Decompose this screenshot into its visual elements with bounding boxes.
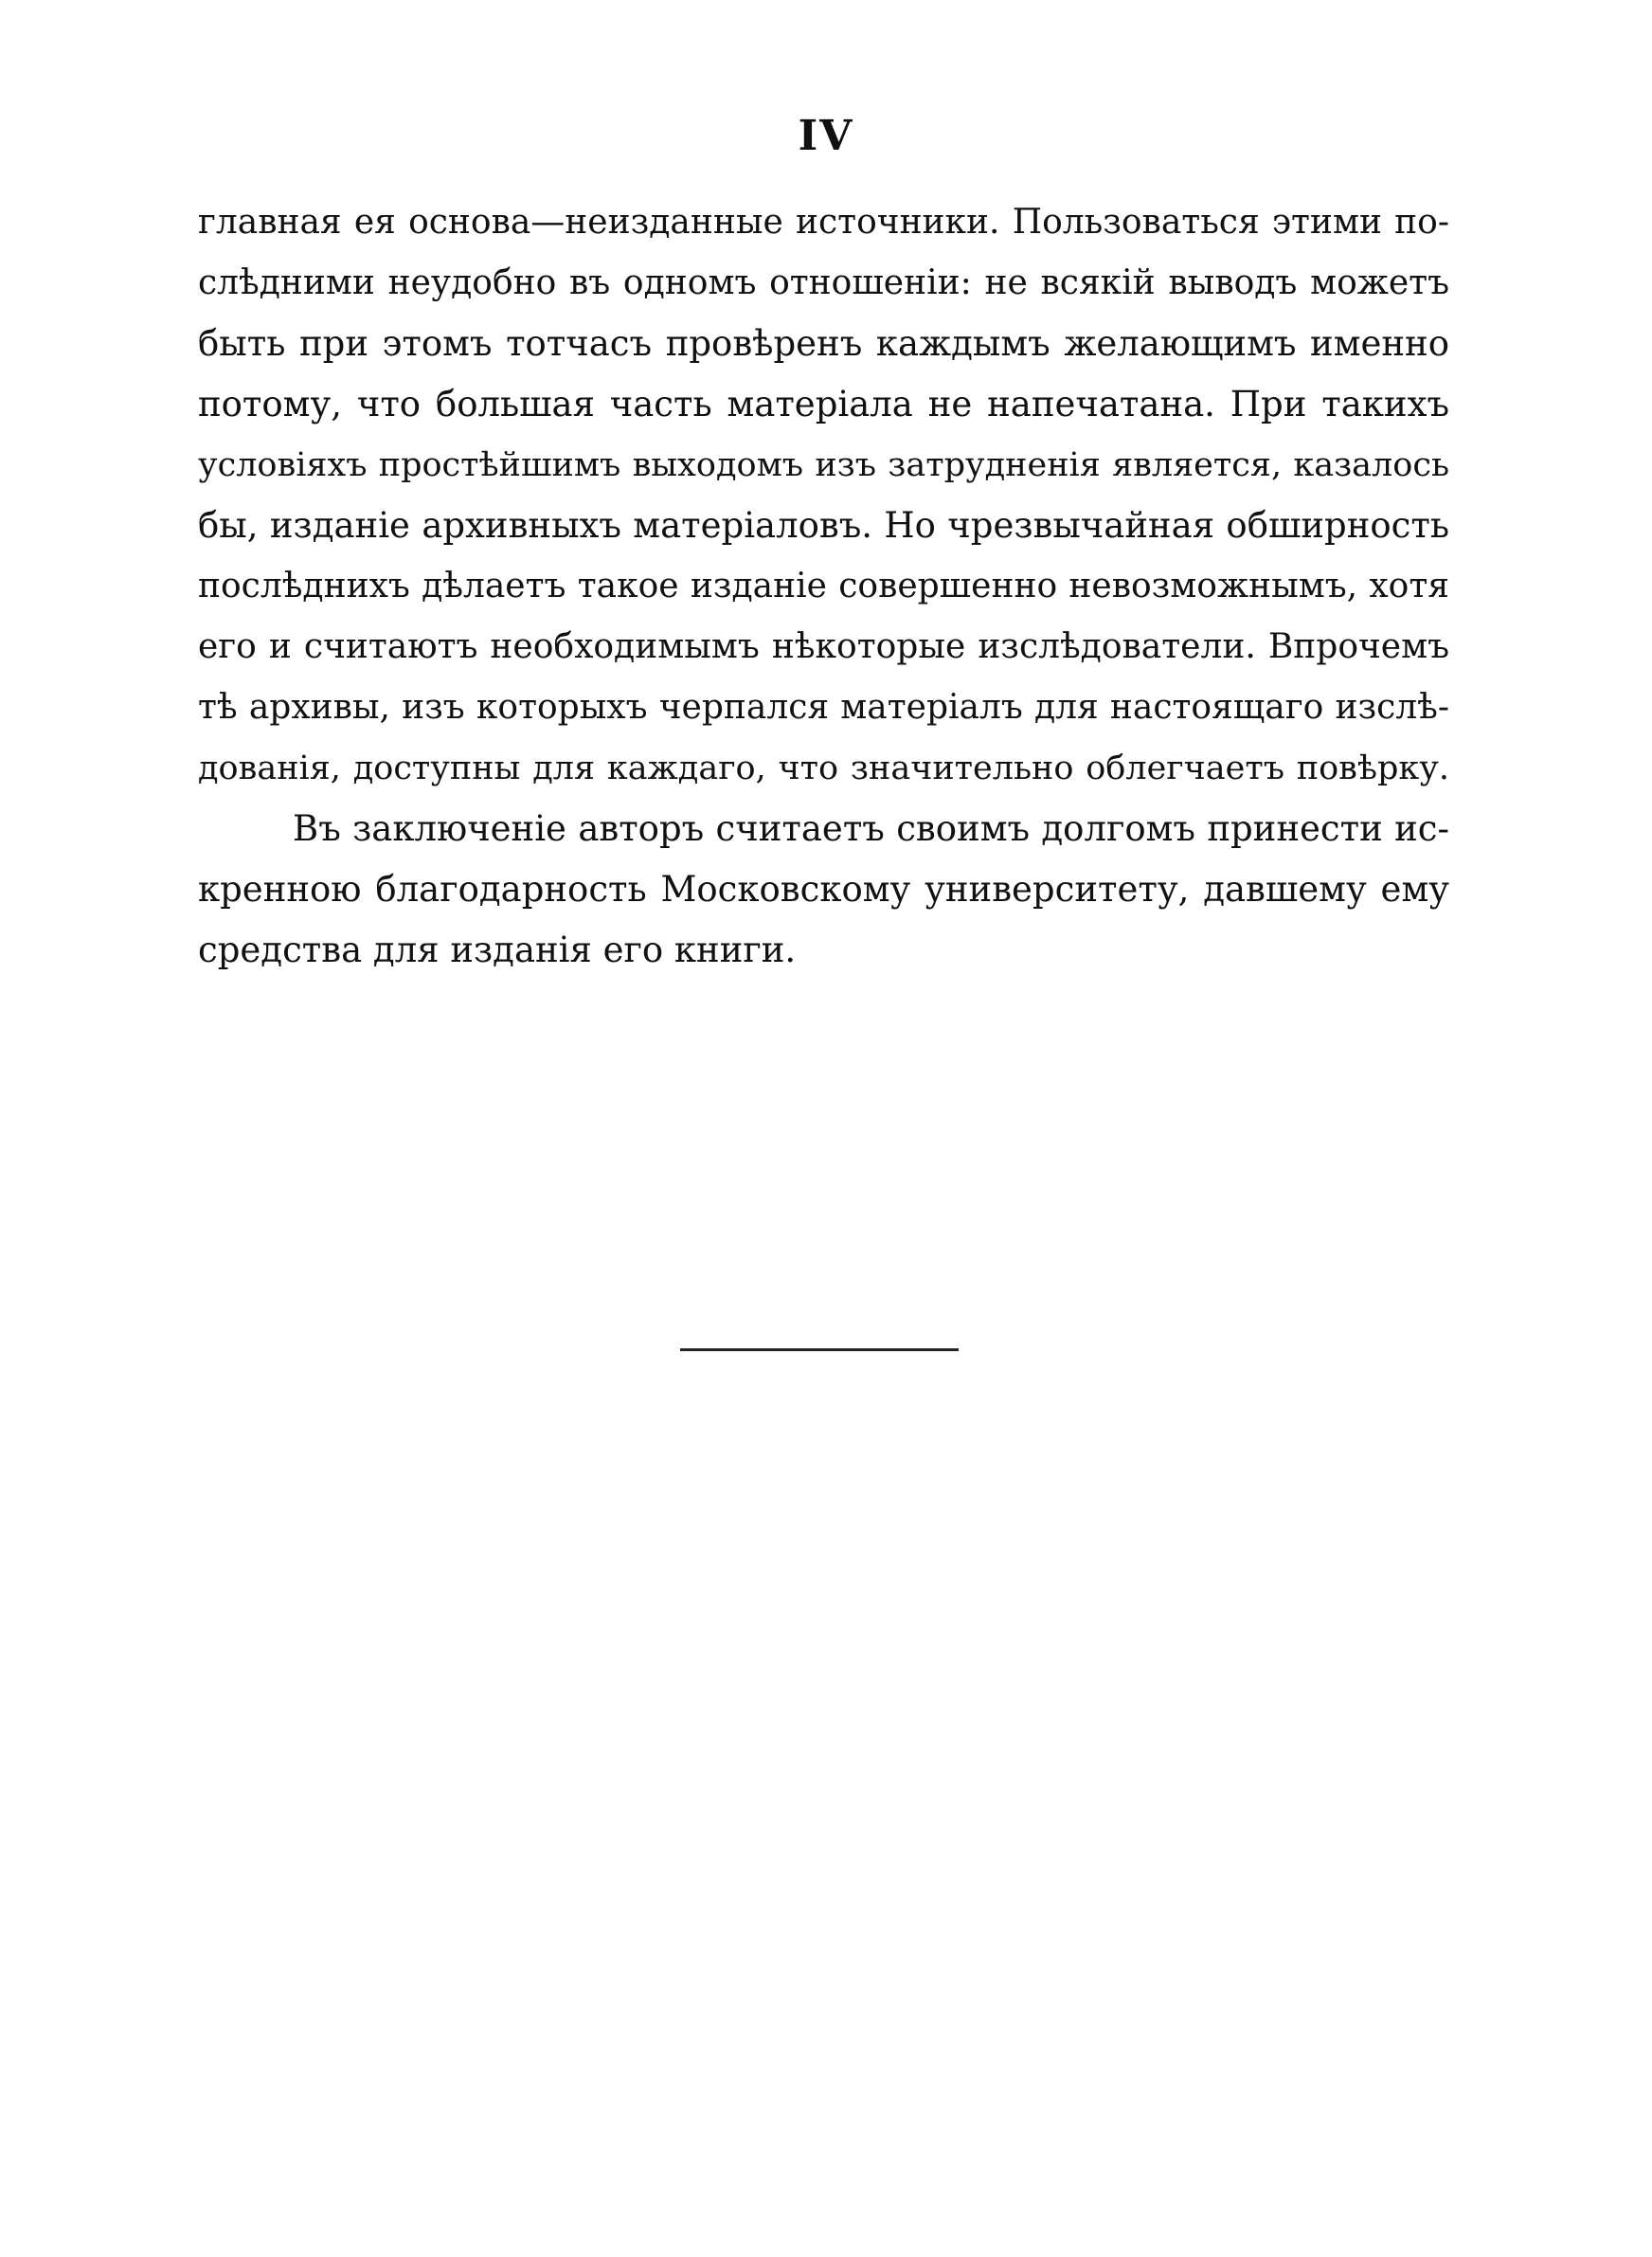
text-line: быть при этомъ тотчасъ провѣренъ каждымъ желающимъ именно — [198, 323, 1449, 364]
text-line: тѣ архивы, изъ которыхъ черпался матеріалъ для настоящаго изслѣ- — [198, 688, 1449, 727]
text-line: потому, что большая часть матеріала не напечатана. При такихъ — [198, 384, 1449, 424]
text-line: слѣдними неудобно въ одномъ отношеніи: не всякій выводъ можетъ — [198, 263, 1449, 302]
text-line: условіяхъ простѣйшимъ выходомъ изъ затрудненія является, казалось — [198, 446, 1449, 484]
text-line: главная ея основа—неизданные источники. Пользоваться этими по- — [198, 203, 1449, 242]
text-line: средства для изданія его книги. — [198, 930, 797, 970]
paragraph-2 — [198, 799, 1449, 981]
section-end-rule — [680, 1348, 959, 1351]
text-line: послѣднихъ дѣлаетъ такое изданіе совершенно невозможнымъ, хотя — [198, 567, 1449, 605]
page-number: IV — [798, 112, 854, 160]
paragraph-1 — [198, 192, 1449, 799]
text-line: Въ заключеніе авторъ считаетъ своимъ долгомъ принести ис- — [293, 808, 1449, 849]
text-line: бы, изданіе архивныхъ матеріаловъ. Но чрезвычайная обширность — [198, 505, 1449, 546]
text-line: кренною благодарность Московскому университету, давшему ему — [198, 869, 1449, 910]
text-line: дованія, доступны для каждаго, что значительно облегчаетъ повѣрку. — [198, 749, 1449, 787]
text-line: его и считаютъ необходимымъ нѣкоторые изслѣдователи. Впрочемъ — [198, 627, 1449, 666]
